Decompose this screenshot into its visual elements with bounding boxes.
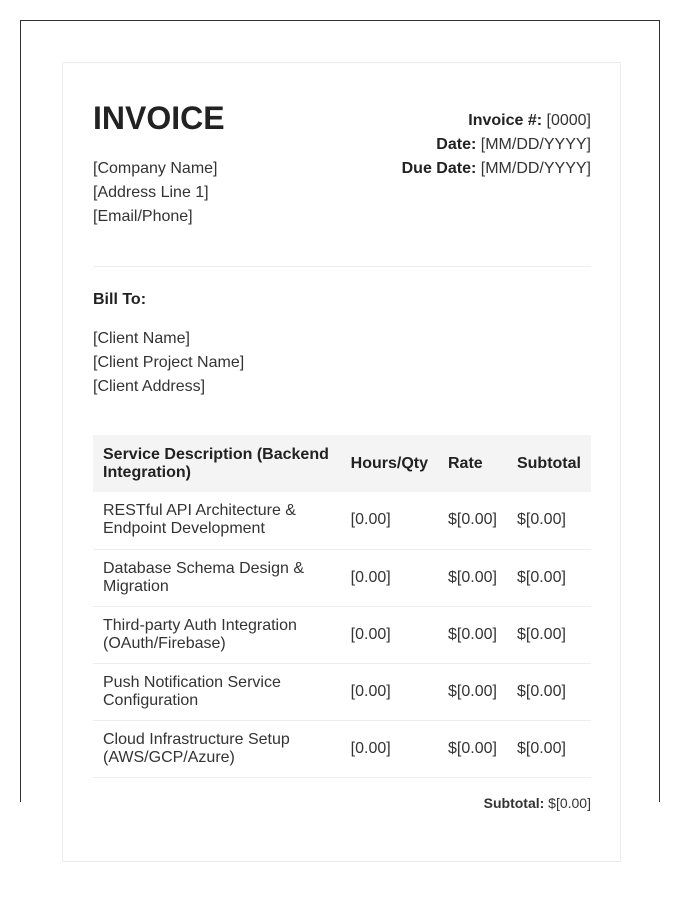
table-row [93, 492, 591, 549]
company-contact: [Email/Phone] [93, 208, 193, 225]
company-name: [Company Name] [93, 160, 218, 177]
row-subtotal: $[0.00] [507, 720, 591, 777]
company-info [93, 157, 218, 229]
client-info [93, 327, 244, 399]
row-subtotal: $[0.00] [507, 606, 591, 663]
invoice-date-value: [MM/DD/YYYY] [480, 136, 591, 153]
row-rate: $[0.00] [438, 663, 507, 720]
invoice-date-label: Date: [436, 136, 477, 153]
row-qty: [0.00] [341, 492, 438, 549]
row-description: Cloud Infrastructure Setup (AWS/GCP/Azure) [93, 720, 341, 777]
subtotal-line [484, 795, 591, 811]
header-description: Service Description (Backend Integration) [93, 435, 341, 492]
row-description: RESTful API Architecture & Endpoint Development [93, 492, 341, 549]
table-header-row [93, 435, 591, 492]
invoice-number-value: [0000] [546, 112, 591, 129]
row-description: Third-party Auth Integration (OAuth/Firebase) [93, 606, 341, 663]
table-row [93, 549, 591, 606]
subtotal-label: Subtotal: [483, 795, 545, 811]
bill-to-label: Bill To: [93, 291, 147, 308]
invoice-date-row [402, 133, 591, 157]
table-row [93, 606, 591, 663]
row-subtotal: $[0.00] [507, 663, 591, 720]
client-project-name: [Client Project Name] [93, 354, 245, 371]
due-date-row [402, 157, 591, 181]
client-address: [Client Address] [93, 378, 206, 395]
header-rate: Rate [438, 435, 507, 492]
row-rate: $[0.00] [438, 606, 507, 663]
invoice-title: INVOICE [93, 100, 225, 136]
header-hours-qty: Hours/Qty [341, 435, 438, 492]
row-rate: $[0.00] [438, 720, 507, 777]
row-qty: [0.00] [341, 663, 438, 720]
row-qty: [0.00] [341, 720, 438, 777]
invoice-number-label: Invoice #: [468, 112, 543, 129]
table-row [93, 663, 591, 720]
subtotal-value: $[0.00] [548, 795, 591, 811]
due-date-label: Due Date: [401, 160, 477, 177]
row-qty: [0.00] [341, 549, 438, 606]
due-date-value: [MM/DD/YYYY] [480, 160, 591, 177]
services-table [93, 435, 591, 778]
row-description: Push Notification Service Configuration [93, 663, 341, 720]
invoice-sheet [62, 62, 621, 862]
document-viewport [20, 20, 660, 811]
client-name: [Client Name] [93, 330, 190, 347]
company-address: [Address Line 1] [93, 184, 209, 201]
header-divider [93, 266, 591, 267]
row-rate: $[0.00] [438, 492, 507, 549]
invoice-meta [402, 109, 591, 181]
invoice-number-row [402, 109, 591, 133]
row-subtotal: $[0.00] [507, 492, 591, 549]
table-row [93, 720, 591, 777]
row-description: Database Schema Design & Migration [93, 549, 341, 606]
row-rate: $[0.00] [438, 549, 507, 606]
row-subtotal: $[0.00] [507, 549, 591, 606]
row-qty: [0.00] [341, 606, 438, 663]
header-subtotal: Subtotal [507, 435, 591, 492]
